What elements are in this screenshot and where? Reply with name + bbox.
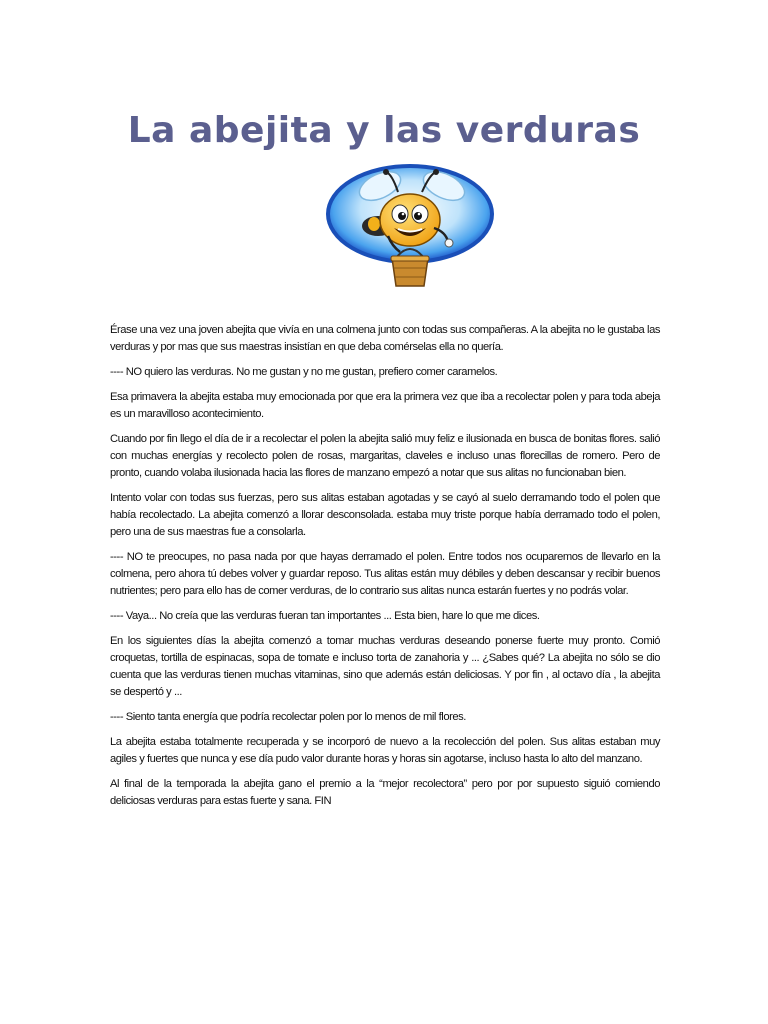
paragraph-4: Cuando por fin llego el día de ir a recolectar el polen la abejita salió muy feliz e ilusionada en busca de bonitas flores. salió con muchas energías y recolecto polen de rosas, margaritas, claveles e incluso unas florecillas de romero. Pero de pronto, cuando volaba ilusionada hacia las flores de manzano empezó a notar que sus alitas no funcionaban bien. <box>110 433 660 479</box>
story-text <box>110 322 660 818</box>
paragraph-11: Al final de la temporada la abejita gano el premio a la “mejor recolectora” pero por por supuesto siguió comiendo deliciosas verduras para estas fuerte y sana. FIN <box>110 778 660 807</box>
page-title: La abejita y las verduras <box>127 110 641 151</box>
paragraph-9: ---- Siento tanta energía que podría recolectar polen por lo menos de mil flores. <box>110 711 466 723</box>
paragraph-2: ---- NO quiero las verduras. No me gustan y no me gustan, prefiero comer caramelos. <box>110 366 498 378</box>
paragraph-1: Érase una vez una joven abejita que vivía en una colmena junto con todas sus compañeras. A la abejita no le gustaba las verduras y por mas que sus maestras insistían en que deba comérselas ella no quería. <box>110 324 660 353</box>
paragraph-3: Esa primavera la abejita estaba muy emocionada por que era la primera vez que iba a recolectar polen y para toda abeja es un maravilloso acontecimiento. <box>110 391 660 420</box>
paragraph-8: En los siguientes días la abejita comenzó a tomar muchas verduras deseando ponerse fuerte muy pronto. Comió croquetas, tortilla de espinacas, sopa de tomate e incluso torta de zanahoria y ... ¿Sabes qué? La abejita no sólo se dio cuenta que las verduras tienen muchas vitaminas, sino que además están deliciosas. Y por fin , al octavo día , la abejita se despertó y ... <box>110 635 660 698</box>
paragraph-5: Intento volar con todas sus fuerzas, pero sus alitas estaban agotadas y se cayó al suelo derramando todo el polen que había recolectado. La abejita comenzó a llorar desconsolada. estaba muy triste porque había derramado todo el polen, pero una de sus maestras fue a consolarla. <box>110 492 660 538</box>
paragraph-10: La abejita estaba totalmente recuperada y se incorporó de nuevo a la recolección del polen. Sus alitas estaban muy agiles y fuertes que nunca y ese día pudo valor durante horas y horas sin agotarse, incluso hasta lo alto del manzano. <box>110 736 660 765</box>
bee-illustration <box>322 162 498 292</box>
paragraph-7: ---- Vaya... No creía que las verduras fueran tan importantes ... Esta bien, hare lo que me dices. <box>110 610 540 622</box>
paragraph-6: ---- NO te preocupes, no pasa nada por que hayas derramado el polen. Entre todos nos ocuparemos de llevarlo en la colmena, pero ahora tú debes volver y guardar reposo. Tus alitas están muy débiles y deben descansar y recibir buenos nutrientes; pero para ello has de comer verduras, de lo contrario sus alitas nunca estarán fuertes y no podrás volar. <box>110 551 660 597</box>
